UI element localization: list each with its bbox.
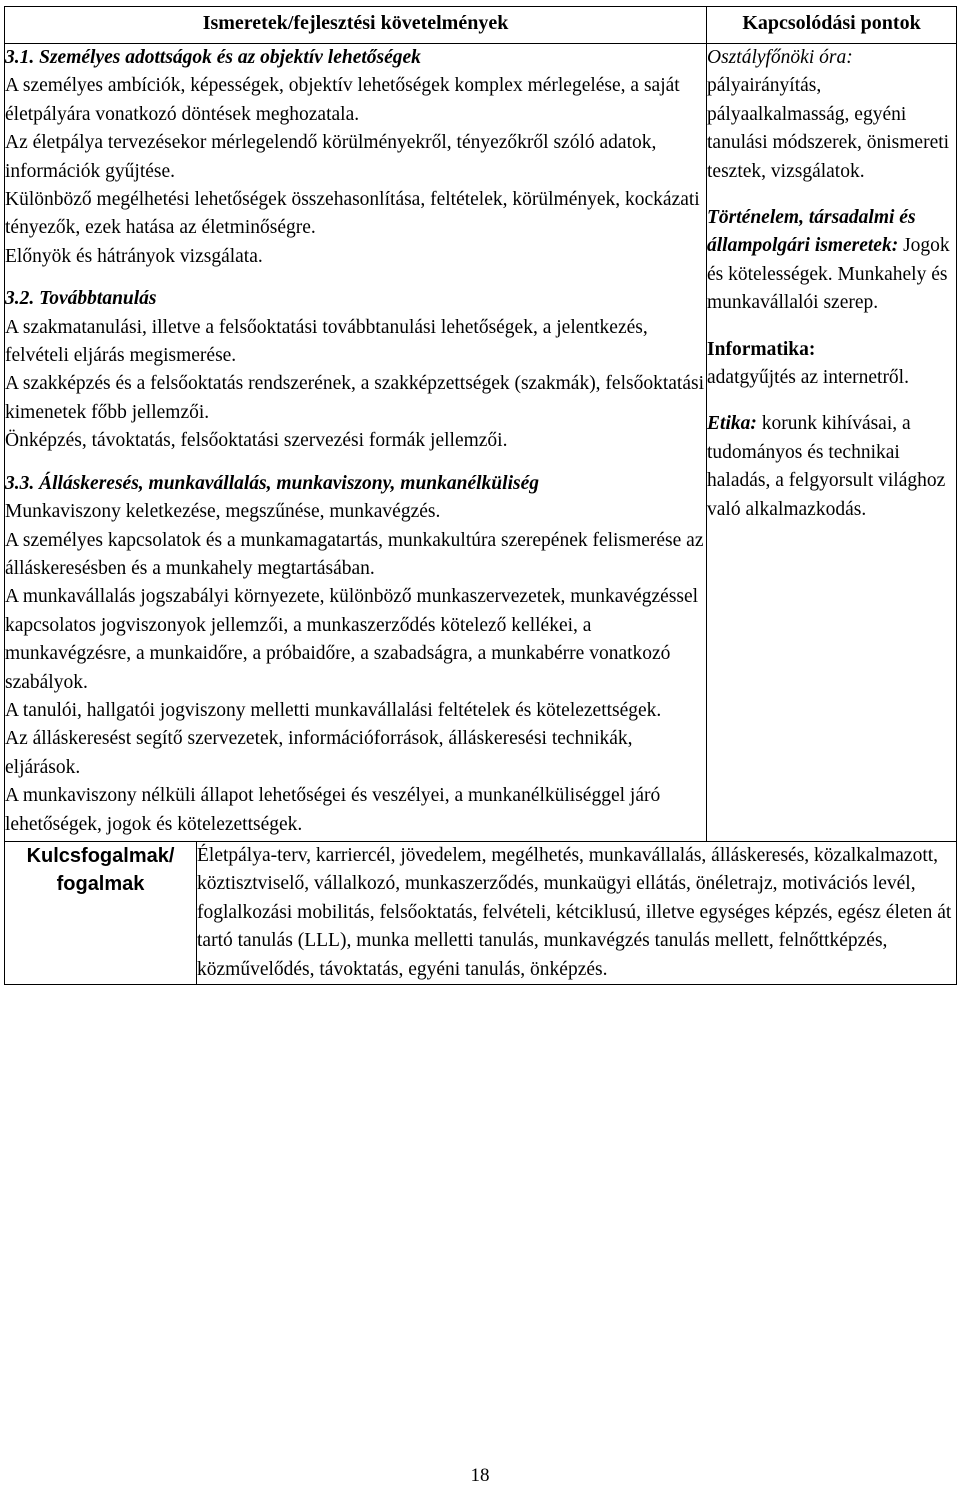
paragraph: Az életpálya tervezésekor mérlegelendő körülményekről, tényezőkről szóló adatok, információk gyűjtése.	[5, 132, 657, 182]
header-row	[5, 7, 957, 44]
curriculum-table	[4, 6, 957, 985]
connection-ethics	[707, 410, 956, 524]
paragraph: Önképzés, távoktatás, felsőoktatási szervezési formák jellemzői.	[5, 430, 508, 452]
paragraph: Különböző megélhetési lehetőségek összehasonlítása, feltételek, körülmények, kockázati tényezők, ezek hatása az életminőségre.	[5, 189, 700, 239]
paragraph: A szakképzés és a felsőoktatás rendszerének, a szakképzettségek (szakmák), felsőoktatási kimenetek főbb jellemzői.	[5, 373, 704, 423]
connection-informatics	[707, 336, 956, 393]
keywords-label: Kulcsfogalmak/ fogalmak	[5, 841, 197, 984]
page-number: 18	[470, 1465, 490, 1486]
section-3-2	[5, 285, 706, 455]
section-number: 3.1.	[5, 47, 40, 68]
section-title: Álláskeresés, munkavállalás, munkaviszony, munkanélküliség	[39, 472, 539, 494]
col-header-requirements: Ismeretek/fejlesztési követelmények	[5, 7, 707, 44]
connection-text: pályairányítás, pályaalkalmasság, egyéni tanulási módszerek, önismereti tesztek, vizsgálatok.	[707, 75, 950, 182]
connection-label: Osztályfőnöki óra:	[707, 47, 853, 68]
content-row	[5, 44, 957, 842]
section-number: 3.2.	[5, 288, 40, 310]
connection-text: adatgyűjtés az internetről.	[707, 367, 909, 389]
section-title: Továbbtanulás	[39, 288, 157, 310]
paragraph: A szakmatanulási, illetve a felsőoktatási továbbtanulási lehetőségek, a jelentkezés, felvételi eljárás megismerése.	[5, 316, 648, 367]
col-header-connections: Kapcsolódási pontok	[707, 7, 957, 44]
paragraph: Előnyök és hátrányok vizsgálata.	[5, 245, 263, 267]
connection-class-teacher	[707, 44, 956, 186]
connection-label: Történelem, társadalmi és állampolgári ismeretek:	[707, 207, 916, 257]
connection-label: Etika:	[707, 413, 757, 435]
section-number: 3.3.	[5, 472, 40, 494]
section-heading	[5, 44, 706, 72]
paragraph: A személyes ambíciók, képességek, objektív lehetőségek komplex mérlegelése, a saját életpályára vonatkozó döntések meghozatala.	[5, 75, 680, 125]
paragraph: A személyes kapcsolatok és a munkamagatartás, munkakultúra szerepének felismerése az álláskeresésben és a munkahely megtartásában.	[5, 529, 704, 579]
paragraph: A munkaviszony nélküli állapot lehetőségei és veszélyei, a munkanélküliséggel járó lehetőségek, jogok és kötelezettségek.	[5, 785, 661, 835]
paragraph: A tanulói, hallgatói jogviszony melletti munkavállalási feltételek és kötelezettségek.	[5, 699, 662, 721]
keywords-text: Életpálya-terv, karriercél, jövedelem, megélhetés, munkavállalás, álláskeresés, közalkalmazott, köztisztviselő, vállalkozó, munkaszerződés, munkaügyi ellátás, önéletrajz, motivációs levél, foglalkozási mobilitás, felsőoktatás, felvételi, kétciklusú, illetve egységes képzés, egész életen át tartó tanulás (LLL), munka melletti tanulás, munkavégzés tanulás mellett, felnőttképzés, közművelődés, távoktatás, egyéni tanulás, önképzés.	[197, 841, 957, 984]
section-3-3	[5, 470, 706, 839]
section-heading	[5, 470, 706, 498]
connection-history	[707, 204, 956, 318]
connection-text: Jogok és kötelességek. Munkahely és munkavállalói szerep.	[707, 235, 950, 314]
section-3-1	[5, 44, 706, 271]
connections-cell	[707, 44, 957, 842]
paragraph: A munkavállalás jogszabályi környezete, különböző munkaszervezetek, munkavégzéssel kapcsolatos jogviszonyok jellemzői, a munkaszerződés kötelező kellékei, a munkavégzésre, a munkaidőre, a próbaidőre, a szabadságra, a munkabérre vonatkozó szabályok.	[5, 586, 699, 693]
keywords-row	[5, 841, 957, 984]
connection-text: korunk kihívásai, a tudományos és technikai haladás, a felgyorsult világhoz való alkalmazkodás.	[707, 413, 946, 520]
section-heading	[5, 285, 706, 313]
requirements-cell	[5, 44, 707, 842]
section-title: Személyes adottságok és az objektív lehetőségek	[39, 47, 421, 68]
paragraph: Az álláskeresést segítő szervezetek, információforrások, álláskeresési technikák, eljárások.	[5, 728, 633, 778]
paragraph: Munkaviszony keletkezése, megszűnése, munkavégzés.	[5, 501, 441, 523]
connection-label: Informatika:	[707, 338, 816, 360]
